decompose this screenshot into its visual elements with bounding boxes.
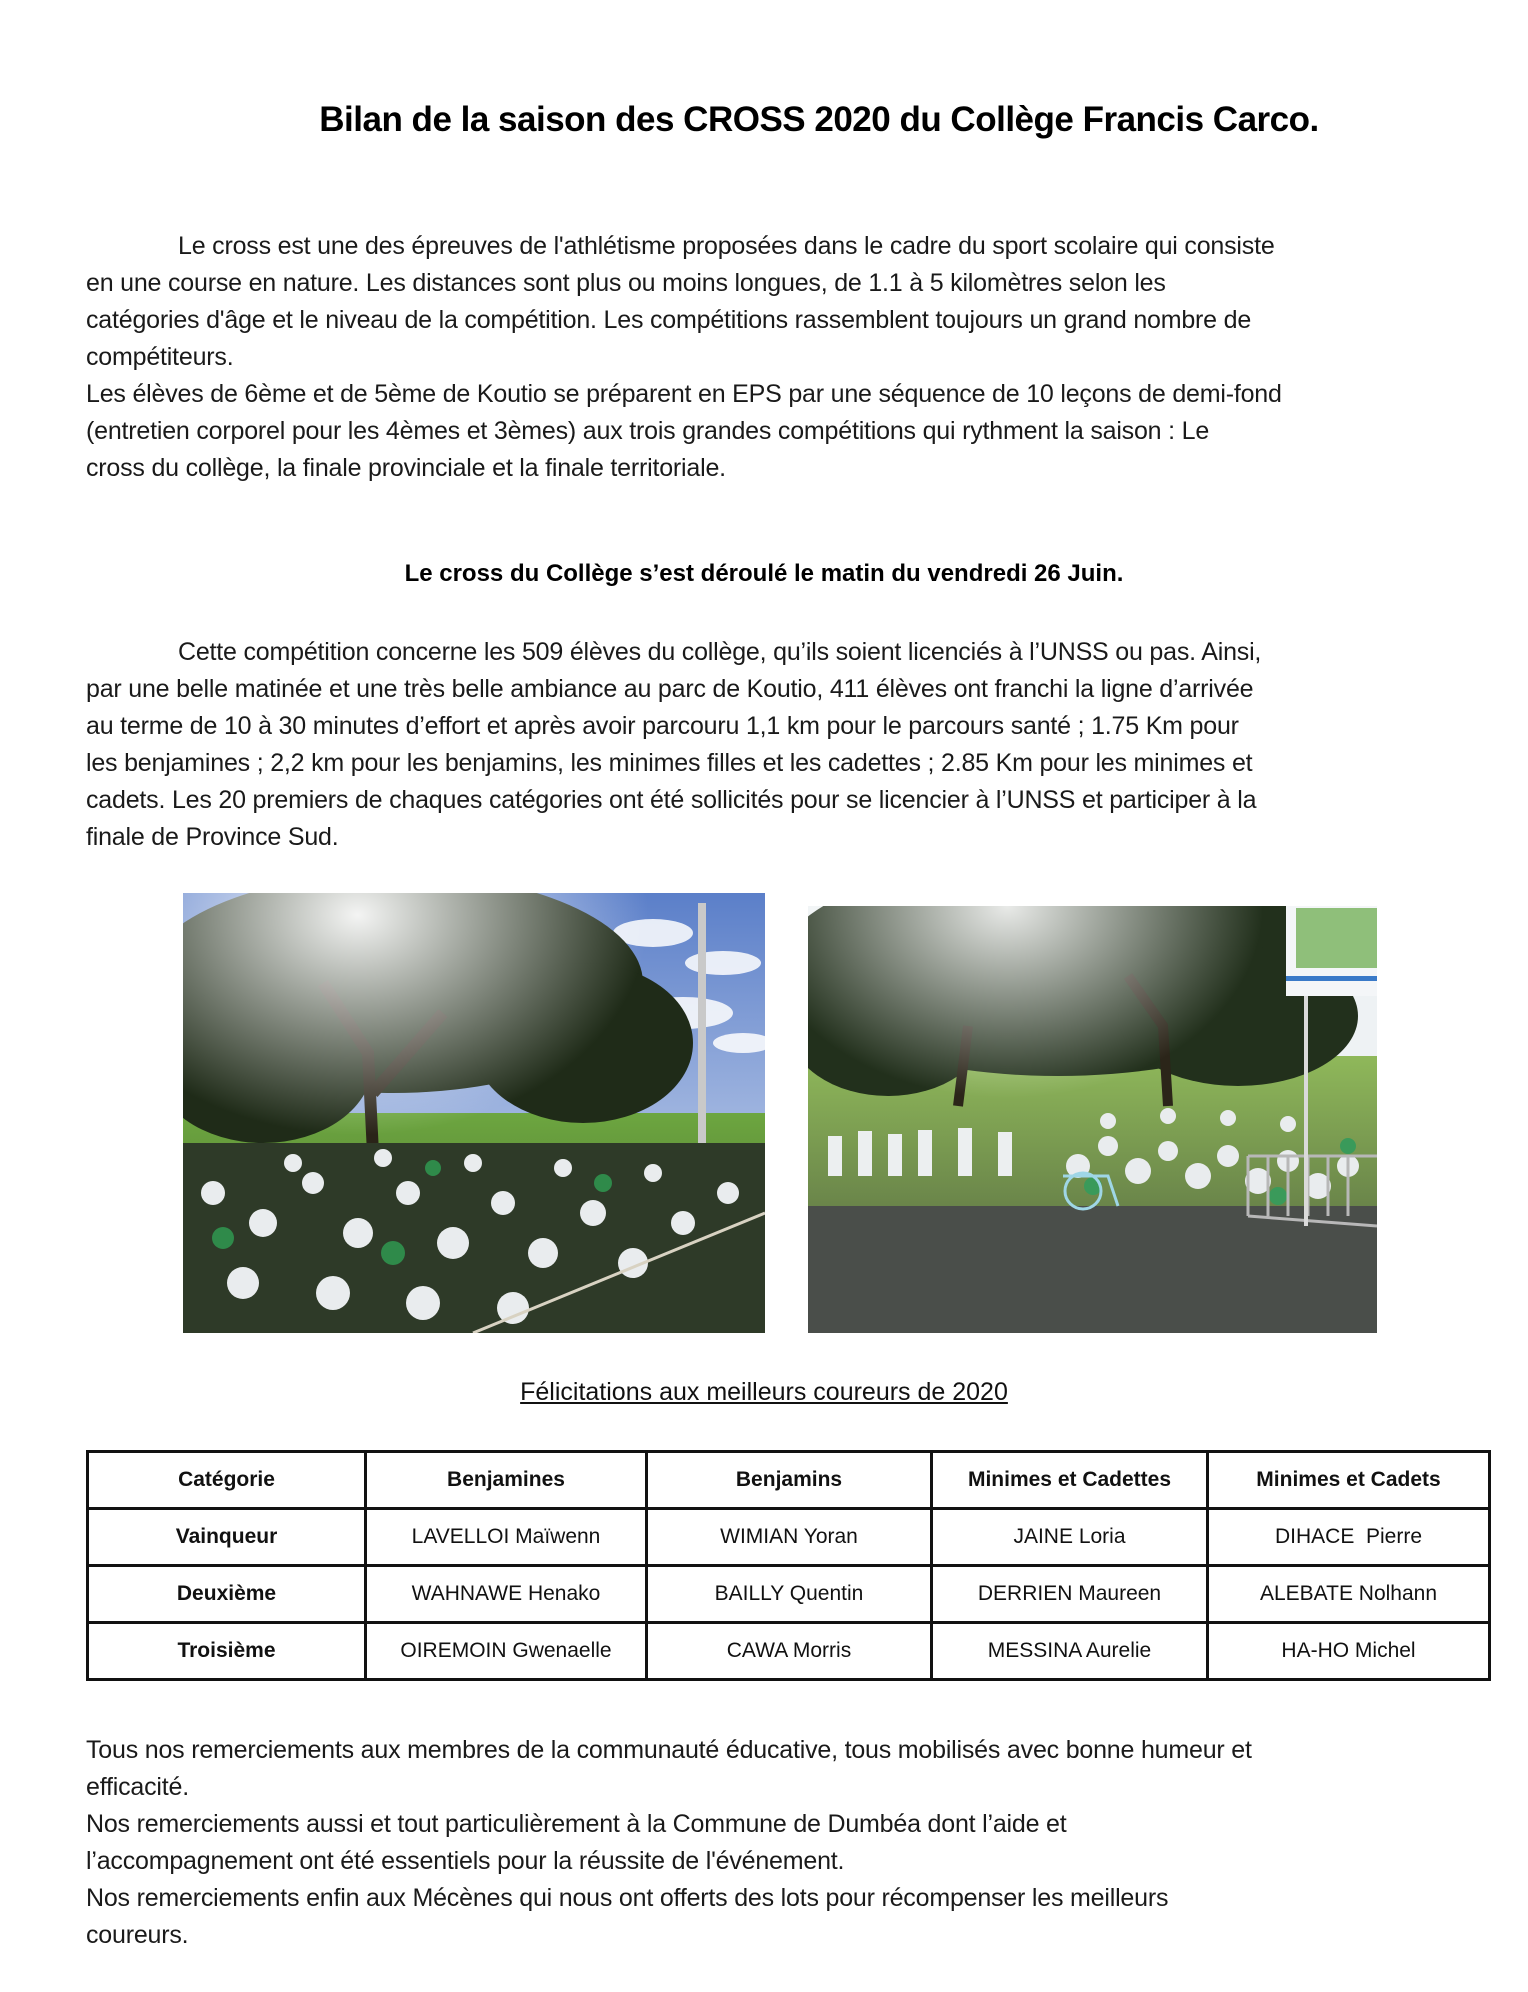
table-cell: OIREMOIN Gwenaelle — [366, 1623, 647, 1680]
column-header: Minimes et Cadets — [1208, 1452, 1490, 1509]
column-header: Catégorie — [88, 1452, 366, 1509]
text-line: Les élèves de 6ème et de 5ème de Koutio se préparent en EPS par une séquence de 10 leçons de demi-fond — [86, 380, 1282, 408]
table-cell: WAHNAWE Henako — [366, 1566, 647, 1623]
text-line: par une belle matinée et une très belle ambiance au parc de Koutio, 411 élèves ont franchi la ligne d’arrivée — [86, 675, 1254, 703]
text-line: catégories d'âge et le niveau de la compétition. Les compétitions rassemblent toujours un grand nombre de — [86, 306, 1252, 334]
row-header: Deuxième — [88, 1566, 366, 1623]
table-cell: DERRIEN Maureen — [932, 1566, 1208, 1623]
text-line: les benjamines ; 2,2 km pour les benjamins, les minimes filles et les cadettes ; 2.85 Km pour les minimes et — [86, 749, 1253, 777]
photo-students-seated-image — [183, 893, 765, 1333]
text-line: Le cross est une des épreuves de l'athlétisme proposées dans le cadre du sport scolaire qui consiste — [178, 232, 1275, 260]
table-cell: WIMIAN Yoran — [647, 1509, 932, 1566]
page-title: Bilan de la saison des CROSS 2020 du Collège Francis Carco. — [319, 100, 1319, 139]
text-line: en une course en nature. Les distances sont plus ou moins longues, de 1.1 à 5 kilomètres selon les — [86, 269, 1166, 297]
text-line: cross du collège, la finale provinciale et la finale territoriale. — [86, 454, 726, 482]
table-row — [88, 1509, 1490, 1566]
text-line: Nos remerciements enfin aux Mécènes qui nous ont offerts des lots pour récompenser les meilleurs — [86, 1884, 1169, 1912]
table-cell: LAVELLOI Maïwenn — [366, 1509, 647, 1566]
table-cell: ALEBATE Nolhann — [1208, 1566, 1490, 1623]
row-header: Vainqueur — [88, 1509, 366, 1566]
truncated-next-line — [86, 1978, 1386, 1992]
section-subheading: Le cross du Collège s’est déroulé le matin du vendredi 26 Juin. — [404, 560, 1124, 587]
table-caption: Félicitations aux meilleurs coureurs de 2020 — [520, 1378, 1008, 1406]
table-row — [88, 1566, 1490, 1623]
text-line: Tous nos remerciements aux membres de la communauté éducative, tous mobilisés avec bonne humeur et — [86, 1736, 1252, 1764]
text-line: Cette compétition concerne les 509 élèves du collège, qu’ils soient licenciés à l’UNSS ou pas. Ainsi, — [178, 638, 1262, 666]
column-header: Minimes et Cadettes — [932, 1452, 1208, 1509]
intro-paragraph — [86, 228, 1446, 487]
photo-crowd-park-sign-image — [808, 906, 1377, 1333]
text-line: (entretien corporel pour les 4èmes et 3èmes) aux trois grandes compétitions qui rythment la saison : Le — [86, 417, 1210, 445]
table-cell: MESSINA Aurelie — [932, 1623, 1208, 1680]
table-header-row — [88, 1452, 1490, 1509]
text-line: compétiteurs. — [86, 343, 234, 371]
text-line: Nos remerciements aussi et tout particulièrement à la Commune de Dumbéa dont l’aide et — [86, 1810, 1067, 1838]
table-cell: JAINE Loria — [932, 1509, 1208, 1566]
text-line: efficacité. — [86, 1773, 189, 1801]
table-cell: HA-HO Michel — [1208, 1623, 1490, 1680]
text-line: cadets. Les 20 premiers de chaques catégories ont été sollicités pour se licencier à l’UNSS et participer à la — [86, 786, 1257, 814]
text-line: finale de Province Sud. — [86, 823, 339, 851]
column-header: Benjamines — [366, 1452, 647, 1509]
table-row — [88, 1623, 1490, 1680]
table-cell: BAILLY Quentin — [647, 1566, 932, 1623]
text-line: l’accompagnement ont été essentiels pour la réussite de l'événement. — [86, 1847, 845, 1875]
photo-students-seated — [183, 893, 765, 1333]
winners-table — [86, 1450, 1491, 1681]
event-paragraph — [86, 634, 1446, 856]
table-cell: DIHACE Pierre — [1208, 1509, 1490, 1566]
column-header: Benjamins — [647, 1452, 932, 1509]
thanks-paragraph — [86, 1732, 1446, 1954]
photo-crowd-park-sign — [808, 906, 1377, 1333]
row-header: Troisième — [88, 1623, 366, 1680]
table-cell: CAWA Morris — [647, 1623, 932, 1680]
text-line: coureurs. — [86, 1921, 189, 1949]
text-line: au terme de 10 à 30 minutes d’effort et après avoir parcouru 1,1 km pour le parcours santé ; 1.75 Km pour — [86, 712, 1239, 740]
